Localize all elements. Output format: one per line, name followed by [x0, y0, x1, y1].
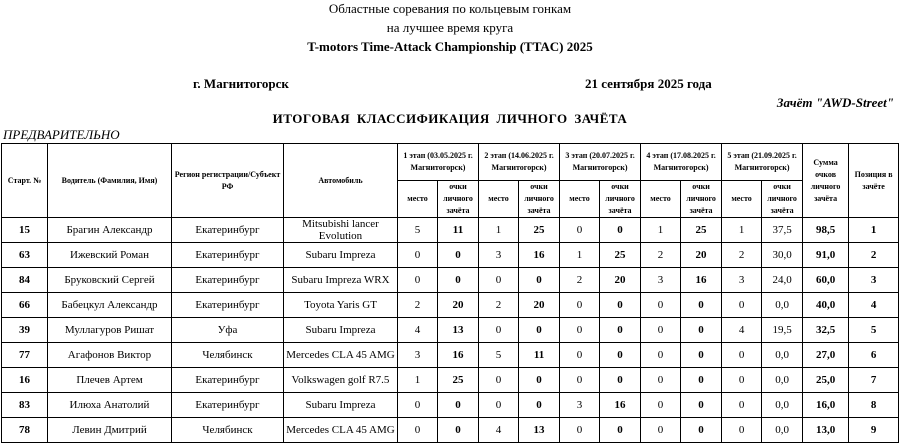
cell-car: Mercedes CLA 45 AMG [284, 418, 398, 443]
cell-driver: Левин Дмитрий [48, 418, 172, 443]
table-row [2, 318, 899, 343]
table-row [2, 243, 899, 268]
cell-start: 39 [2, 318, 48, 343]
cell-stage5-points: 0,0 [762, 343, 803, 368]
cell-stage1-place: 0 [398, 418, 438, 443]
cell-driver: Бабецкул Александр [48, 293, 172, 318]
cell-sum: 60,0 [803, 268, 849, 293]
cell-sum: 13,0 [803, 418, 849, 443]
cell-stage2-points: 13 [519, 418, 560, 443]
cell-start: 66 [2, 293, 48, 318]
cell-start: 78 [2, 418, 48, 443]
cell-stage3-place: 0 [560, 343, 600, 368]
col-stage1: 1 этап (03.05.2025 г. Магнитогорск) [398, 144, 479, 181]
cell-stage2-points: 0 [519, 368, 560, 393]
cell-stage4-place: 1 [641, 218, 681, 243]
event-city: г. Магнитогорск [193, 76, 289, 91]
cell-stage1-place: 4 [398, 318, 438, 343]
cell-stage4-place: 0 [641, 368, 681, 393]
cell-stage5-place: 2 [722, 243, 762, 268]
cell-stage5-points: 24,0 [762, 268, 803, 293]
cell-stage5-place: 0 [722, 343, 762, 368]
cell-stage3-place: 0 [560, 418, 600, 443]
col-stage3: 3 этап (20.07.2025 г. Магнитогорск) [560, 144, 641, 181]
cell-stage4-points: 0 [681, 368, 722, 393]
col-stage5: 5 этап (21.09.2025 г. Магнитогорск) [722, 144, 803, 181]
cell-stage1-points: 0 [438, 243, 479, 268]
cell-stage4-place: 0 [641, 318, 681, 343]
cell-stage5-points: 30,0 [762, 243, 803, 268]
cell-car: Subaru Impreza [284, 243, 398, 268]
cell-stage4-points: 0 [681, 343, 722, 368]
cell-sum: 25,0 [803, 368, 849, 393]
cell-start: 15 [2, 218, 48, 243]
cell-car: Subaru Impreza [284, 393, 398, 418]
cell-sum: 27,0 [803, 343, 849, 368]
cell-stage2-place: 0 [479, 318, 519, 343]
cell-stage1-points: 16 [438, 343, 479, 368]
cell-sum: 32,5 [803, 318, 849, 343]
cell-position: 3 [849, 268, 899, 293]
cell-stage2-place: 2 [479, 293, 519, 318]
cell-stage5-points: 37,5 [762, 218, 803, 243]
cell-stage1-points: 0 [438, 418, 479, 443]
cell-stage4-place: 0 [641, 293, 681, 318]
cell-region: Екатеринбург [172, 268, 284, 293]
col-stage2-place: место [479, 181, 519, 218]
cell-stage3-place: 3 [560, 393, 600, 418]
col-driver: Водитель (Фамилия, Имя) [48, 144, 172, 218]
cell-stage2-place: 5 [479, 343, 519, 368]
cell-stage4-place: 0 [641, 393, 681, 418]
cell-stage2-points: 0 [519, 393, 560, 418]
cell-start: 16 [2, 368, 48, 393]
cell-stage2-points: 25 [519, 218, 560, 243]
cell-car: Subaru Impreza [284, 318, 398, 343]
cell-stage1-points: 20 [438, 293, 479, 318]
col-stage3-place: место [560, 181, 600, 218]
table-row [2, 343, 899, 368]
cell-region: Екатеринбург [172, 368, 284, 393]
cell-region: Екатеринбург [172, 243, 284, 268]
cell-stage1-points: 13 [438, 318, 479, 343]
cell-start: 83 [2, 393, 48, 418]
cell-stage5-place: 0 [722, 418, 762, 443]
col-stage4-place: место [641, 181, 681, 218]
cell-stage5-points: 0,0 [762, 418, 803, 443]
cell-stage5-points: 0,0 [762, 293, 803, 318]
cell-stage3-points: 25 [600, 243, 641, 268]
cell-stage4-points: 25 [681, 218, 722, 243]
cell-stage1-place: 2 [398, 293, 438, 318]
cell-stage4-points: 0 [681, 418, 722, 443]
cell-stage2-points: 16 [519, 243, 560, 268]
cell-region: Уфа [172, 318, 284, 343]
cell-driver: Ижевский Роман [48, 243, 172, 268]
cell-stage4-place: 2 [641, 243, 681, 268]
cell-sum: 98,5 [803, 218, 849, 243]
cell-sum: 16,0 [803, 393, 849, 418]
cell-car: Subaru Impreza WRX [284, 268, 398, 293]
cell-stage1-points: 11 [438, 218, 479, 243]
cell-stage4-points: 20 [681, 243, 722, 268]
cell-stage5-points: 0,0 [762, 368, 803, 393]
cell-stage3-points: 16 [600, 393, 641, 418]
cell-position: 1 [849, 218, 899, 243]
cell-stage4-points: 0 [681, 393, 722, 418]
cell-stage2-place: 0 [479, 268, 519, 293]
cell-stage4-points: 0 [681, 293, 722, 318]
cell-stage1-place: 3 [398, 343, 438, 368]
col-stage2-points: очки личного зачёта [519, 181, 560, 218]
cell-stage5-place: 3 [722, 268, 762, 293]
cell-stage1-points: 0 [438, 268, 479, 293]
cell-stage4-points: 0 [681, 318, 722, 343]
cell-region: Челябинск [172, 418, 284, 443]
cell-driver: Муллагуров Ришат [48, 318, 172, 343]
cell-stage3-points: 20 [600, 268, 641, 293]
col-stage5-points: очки личного зачёта [762, 181, 803, 218]
table-row [2, 268, 899, 293]
cell-stage2-place: 1 [479, 218, 519, 243]
cell-stage3-place: 0 [560, 218, 600, 243]
championship-title: T-motors Time-Attack Championship (TTAC) 2025 [307, 39, 593, 54]
cell-position: 8 [849, 393, 899, 418]
cell-stage4-place: 3 [641, 268, 681, 293]
cell-stage2-points: 0 [519, 268, 560, 293]
cell-stage3-points: 0 [600, 343, 641, 368]
col-car: Автомобиль [284, 144, 398, 218]
classification-title: ИТОГОВАЯ КЛАССИФИКАЦИЯ ЛИЧНОГО ЗАЧЁТА [272, 111, 628, 126]
class-label: Зачёт "AWD-Street" [776, 95, 894, 110]
cell-stage1-place: 1 [398, 368, 438, 393]
cell-stage1-place: 0 [398, 243, 438, 268]
cell-driver: Брагин Александр [48, 218, 172, 243]
col-stage4-points: очки личного зачёта [681, 181, 722, 218]
col-stage2: 2 этап (14.06.2025 г. Магнитогорск) [479, 144, 560, 181]
cell-region: Екатеринбург [172, 218, 284, 243]
cell-start: 84 [2, 268, 48, 293]
cell-stage3-points: 0 [600, 368, 641, 393]
cell-position: 2 [849, 243, 899, 268]
cell-car: Volkswagen golf R7.5 [284, 368, 398, 393]
event-subtitle: на лучшее время круга [386, 20, 514, 35]
col-stage5-place: место [722, 181, 762, 218]
cell-stage5-place: 1 [722, 218, 762, 243]
cell-stage3-place: 0 [560, 293, 600, 318]
cell-position: 6 [849, 343, 899, 368]
cell-stage4-place: 0 [641, 343, 681, 368]
cell-stage5-place: 4 [722, 318, 762, 343]
preliminary-label: ПРЕДВАРИТЕЛЬНО [3, 127, 120, 142]
cell-stage3-place: 1 [560, 243, 600, 268]
cell-stage1-points: 0 [438, 393, 479, 418]
cell-stage4-place: 0 [641, 418, 681, 443]
cell-driver: Бруковский Сергей [48, 268, 172, 293]
col-stage4: 4 этап (17.08.2025 г. Магнитогорск) [641, 144, 722, 181]
cell-stage1-points: 25 [438, 368, 479, 393]
cell-stage1-place: 0 [398, 393, 438, 418]
cell-driver: Плечев Артем [48, 368, 172, 393]
cell-stage3-points: 0 [600, 318, 641, 343]
cell-stage3-points: 0 [600, 293, 641, 318]
cell-stage3-place: 2 [560, 268, 600, 293]
cell-stage3-place: 0 [560, 368, 600, 393]
cell-car: Mercedes CLA 45 AMG [284, 343, 398, 368]
cell-car: Mitsubishi lancer Evolution [284, 218, 398, 243]
cell-start: 63 [2, 243, 48, 268]
table-row [2, 368, 899, 393]
table-row [2, 418, 899, 443]
cell-position: 5 [849, 318, 899, 343]
cell-stage2-place: 3 [479, 243, 519, 268]
cell-region: Екатеринбург [172, 293, 284, 318]
cell-stage2-points: 0 [519, 318, 560, 343]
col-stage1-points: очки личного зачёта [438, 181, 479, 218]
cell-stage1-place: 0 [398, 268, 438, 293]
cell-start: 77 [2, 343, 48, 368]
cell-stage2-points: 20 [519, 293, 560, 318]
col-stage3-points: очки личного зачёта [600, 181, 641, 218]
event-title: Областные соревания по кольцевым гонкам [328, 1, 572, 16]
cell-car: Toyota Yaris GT [284, 293, 398, 318]
col-stage1-place: место [398, 181, 438, 218]
table-row [2, 293, 899, 318]
cell-stage3-points: 0 [600, 218, 641, 243]
cell-stage1-place: 5 [398, 218, 438, 243]
cell-sum: 40,0 [803, 293, 849, 318]
cell-stage3-place: 0 [560, 318, 600, 343]
cell-region: Екатеринбург [172, 393, 284, 418]
cell-stage3-points: 0 [600, 418, 641, 443]
cell-sum: 91,0 [803, 243, 849, 268]
cell-stage2-place: 0 [479, 393, 519, 418]
cell-region: Челябинск [172, 343, 284, 368]
table-row [2, 218, 899, 243]
cell-stage4-points: 16 [681, 268, 722, 293]
results-table [1, 143, 899, 443]
cell-stage5-points: 19,5 [762, 318, 803, 343]
cell-driver: Илюха Анатолий [48, 393, 172, 418]
col-region: Регион регистрации/Субъект РФ [172, 144, 284, 218]
cell-stage2-points: 11 [519, 343, 560, 368]
cell-stage5-place: 0 [722, 368, 762, 393]
table-row [2, 393, 899, 418]
cell-stage2-place: 0 [479, 368, 519, 393]
cell-position: 4 [849, 293, 899, 318]
event-date: 21 сентября 2025 года [585, 76, 712, 91]
col-position: Позиция в зачёте [849, 144, 899, 218]
cell-stage2-place: 4 [479, 418, 519, 443]
cell-driver: Агафонов Виктор [48, 343, 172, 368]
col-sum: Сумма очков личного зачёта [803, 144, 849, 218]
cell-stage5-points: 0,0 [762, 393, 803, 418]
cell-position: 7 [849, 368, 899, 393]
col-start: Старт. № [2, 144, 48, 218]
cell-position: 9 [849, 418, 899, 443]
cell-stage5-place: 0 [722, 393, 762, 418]
cell-stage5-place: 0 [722, 293, 762, 318]
